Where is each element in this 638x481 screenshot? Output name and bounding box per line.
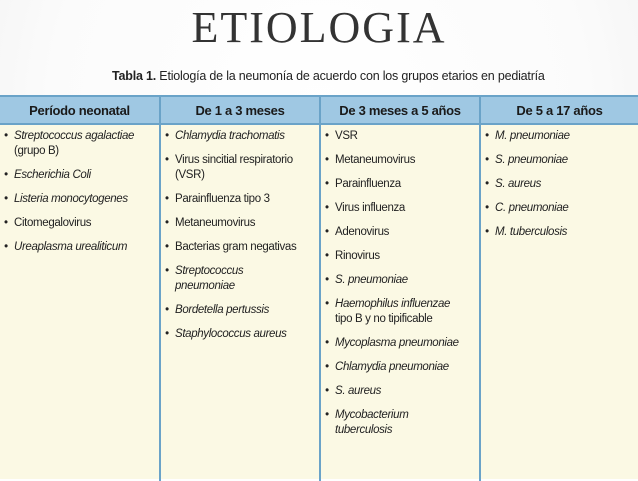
pathogen-item (325, 297, 477, 327)
pathogen-item (325, 129, 477, 144)
pathogen-item (325, 360, 477, 375)
pathogen-list (485, 129, 636, 240)
pathogen-item (485, 153, 636, 168)
pathogen-name: Escherichia Coli (14, 169, 91, 181)
caption-label: Tabla 1. (112, 69, 157, 83)
header-3-meses-a-5-anos: De 3 meses a 5 años (320, 96, 480, 124)
pathogen-item (165, 216, 317, 231)
pathogen-item (165, 240, 317, 255)
pathogen-item (165, 129, 317, 144)
pathogen-name: Mycoplasma pneumoniae (335, 337, 459, 349)
pathogen-name: S. pneumoniae (495, 154, 568, 166)
pathogen-name-continued: pneumoniae (175, 280, 235, 292)
pathogen-name: Parainfluenza tipo 3 (175, 193, 270, 205)
pathogen-name: S. aureus (495, 178, 542, 190)
caption-text: Etiología de la neumonía de acuerdo con los grupos etarios en pediatría (156, 69, 545, 83)
pathogen-item (325, 336, 477, 351)
pathogen-item (485, 225, 636, 240)
pathogen-item (325, 273, 477, 288)
pathogen-item (325, 384, 477, 399)
pathogen-name: Adenovirus (335, 226, 390, 238)
pathogen-name: Virus sincitial respiratorio (175, 154, 293, 166)
pathogen-name: Metaneumovirus (335, 154, 416, 166)
pathogen-name: M. pneumoniae (495, 130, 570, 142)
column-periodo-neonatal (0, 124, 160, 481)
pathogen-item (4, 168, 157, 183)
pathogen-name: VSR (335, 130, 358, 142)
pathogen-item (165, 264, 317, 294)
table-header-row (0, 96, 638, 124)
pathogen-list (325, 129, 477, 438)
pathogen-name: Mycobacterium (335, 409, 409, 421)
pathogen-item (165, 303, 317, 318)
pathogen-name: Staphylococcus aureus (175, 328, 287, 340)
pathogen-item (325, 408, 477, 438)
pathogen-name: Listeria monocytogenes (14, 193, 128, 205)
pathogen-name: S. aureus (335, 385, 382, 397)
pathogen-item (165, 153, 317, 183)
pathogen-name: C. pneumoniae (495, 202, 569, 214)
pathogen-list (4, 129, 157, 255)
table-caption (112, 69, 545, 83)
pathogen-name: Streptococcus agalactiae (14, 130, 135, 142)
pathogen-name: Virus influenza (335, 202, 405, 214)
pathogen-item (4, 240, 157, 255)
pathogen-name: Chlamydia pneumoniae (335, 361, 449, 373)
pathogen-item (4, 129, 157, 159)
pathogen-name: Parainfluenza (335, 178, 401, 190)
pathogen-item (485, 201, 636, 216)
column-1-a-3-meses (160, 124, 320, 481)
table-body-row (0, 124, 638, 481)
pathogen-item (4, 192, 157, 207)
pathogen-name: Chlamydia trachomatis (175, 130, 285, 142)
header-5-a-17-anos: De 5 a 17 años (480, 96, 638, 124)
pathogen-name: Citomegalovirus (14, 217, 92, 229)
pathogen-item (485, 177, 636, 192)
pathogen-list (165, 129, 317, 342)
pathogen-item (325, 153, 477, 168)
pathogen-name: Bacterias gram negativas (175, 241, 297, 253)
etiology-table-container (0, 95, 638, 479)
column-3-meses-a-5-anos (320, 124, 480, 481)
pathogen-name: Metaneumovirus (175, 217, 256, 229)
pathogen-name-continued: tipo B y no tipificable (335, 313, 433, 325)
pathogen-name: Bordetella pertussis (175, 304, 269, 316)
pathogen-name: Haemophilus influenzae (335, 298, 451, 310)
pathogen-name: Ureaplasma urealiticum (14, 241, 128, 253)
pathogen-item (325, 201, 477, 216)
pathogen-item (165, 192, 317, 207)
pathogen-item (4, 216, 157, 231)
pathogen-name: Streptococcus (175, 265, 244, 277)
header-1-a-3-meses: De 1 a 3 meses (160, 96, 320, 124)
column-5-a-17-anos (480, 124, 638, 481)
pathogen-name: S. pneumoniae (335, 274, 408, 286)
etiology-table (0, 95, 638, 481)
pathogen-name-continued: tuberculosis (335, 424, 393, 436)
pathogen-name: M. tuberculosis (495, 226, 568, 238)
pathogen-item (325, 225, 477, 240)
pathogen-item (165, 327, 317, 342)
header-periodo-neonatal: Período neonatal (0, 96, 160, 124)
pathogen-item (325, 177, 477, 192)
pathogen-item (325, 249, 477, 264)
pathogen-name-continued: (grupo B) (14, 145, 59, 157)
pathogen-item (485, 129, 636, 144)
slide-title: ETIOLOGIA (191, 3, 447, 52)
pathogen-name: Rinovirus (335, 250, 380, 262)
pathogen-name-continued: (VSR) (175, 169, 205, 181)
